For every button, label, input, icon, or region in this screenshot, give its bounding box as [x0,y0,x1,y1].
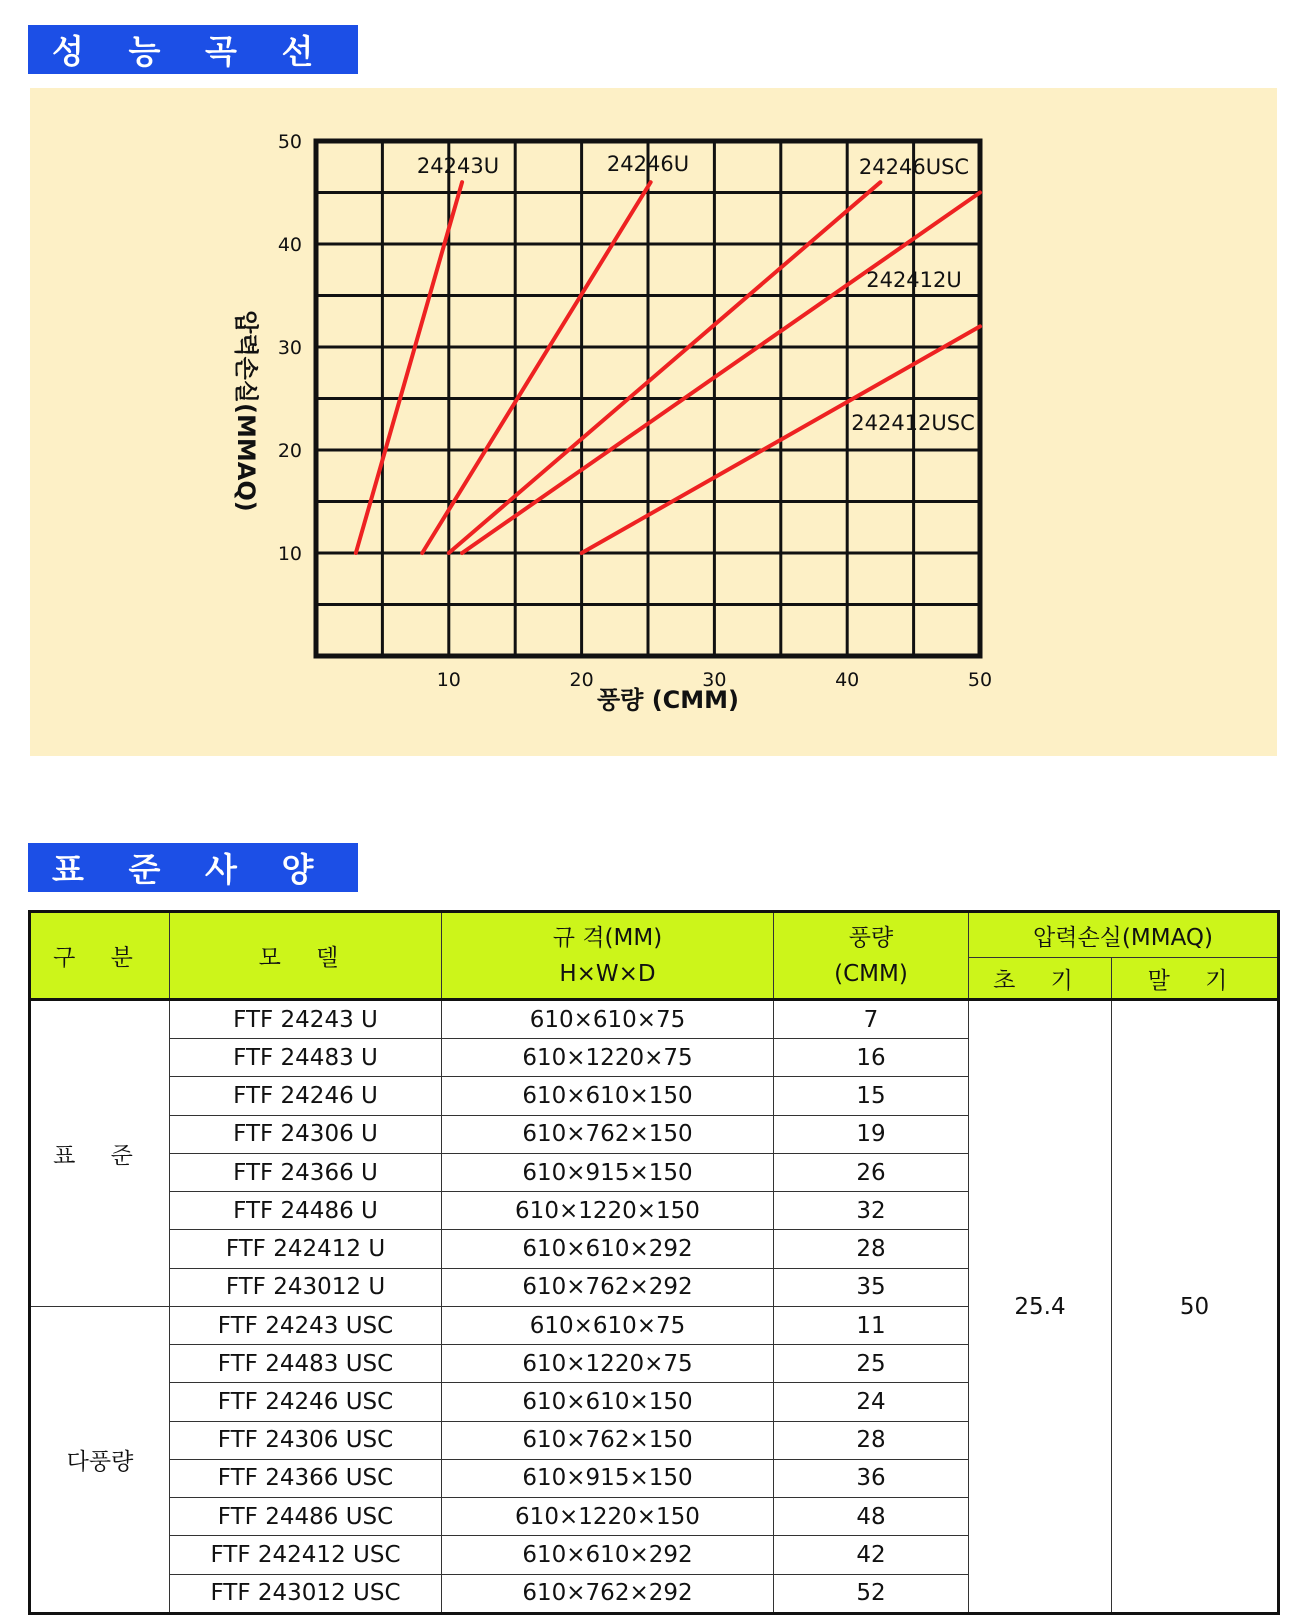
flow-cell: 26 [774,1153,969,1191]
header-char: 양 [281,850,314,889]
x-tick-label: 30 [702,669,727,691]
series-label: 24246USC [858,155,970,179]
header-char: 사 [205,850,237,889]
y-tick-label: 30 [277,337,302,359]
flow-cell: 28 [774,1421,969,1459]
performance-chart-panel [30,88,1277,756]
size-cell: 610×762×292 [442,1268,774,1306]
spec-table-body [30,1000,1279,1614]
flow-cell: 42 [774,1536,969,1574]
model-cell: FTF 242412 USC [170,1536,442,1574]
series-label: 24246U [606,152,690,176]
header-size [442,912,774,1000]
size-cell: 610×762×150 [442,1421,774,1459]
model-cell: FTF 24306 U [170,1115,442,1153]
header-initial: 초 기 [969,958,1112,1000]
model-cell: FTF 24366 USC [170,1459,442,1497]
header-char: 선 [281,32,314,71]
model-cell: FTF 24246 U [170,1077,442,1115]
x-tick-label: 50 [967,669,993,691]
header-category: 구 분 [30,912,170,1000]
model-cell: FTF 24243 U [170,1000,442,1039]
header-pressure-loss: 압력손실(MMAQ) [969,912,1279,958]
flow-cell: 32 [774,1192,969,1230]
x-tick-label: 10 [436,669,461,691]
size-cell: 610×1220×150 [442,1192,774,1230]
series-label: 24243U [416,154,500,178]
header-size-bottom: H×W×D [559,960,656,987]
size-cell: 610×1220×75 [442,1039,774,1077]
flow-cell: 11 [774,1306,969,1344]
header-char: 곡 [205,32,237,71]
size-cell: 610×610×75 [442,1000,774,1039]
flow-cell: 19 [774,1115,969,1153]
size-cell: 610×915×150 [442,1153,774,1191]
flow-cell: 35 [774,1268,969,1306]
size-cell: 610×610×150 [442,1383,774,1421]
model-cell: FTF 24306 USC [170,1421,442,1459]
size-cell: 610×762×150 [442,1115,774,1153]
flow-cell: 24 [774,1383,969,1421]
initial-pressure-cell: 25.4 [969,1000,1112,1614]
x-tick-label: 40 [835,669,860,691]
size-cell: 610×610×292 [442,1230,774,1268]
flow-cell: 28 [774,1230,969,1268]
model-cell: FTF 24246 USC [170,1383,442,1421]
y-tick-label: 10 [277,543,302,565]
header-model: 모 델 [170,912,442,1000]
flow-cell: 25 [774,1345,969,1383]
flow-cell: 7 [774,1000,969,1039]
series-label: 242412U [866,268,962,292]
spec-table [28,910,1280,1615]
x-tick-label: 20 [569,669,594,691]
model-cell: FTF 242412 U [170,1230,442,1268]
size-cell: 610×915×150 [442,1459,774,1497]
model-cell: FTF 243012 U [170,1268,442,1306]
flow-cell: 48 [774,1498,969,1536]
series-line [449,182,881,553]
model-cell: FTF 243012 USC [170,1574,442,1613]
size-cell: 610×762×292 [442,1574,774,1613]
model-cell: FTF 24366 U [170,1153,442,1191]
model-cell: FTF 24483 U [170,1039,442,1077]
header-char: 성 [52,32,84,71]
final-pressure-cell: 50 [1112,1000,1279,1614]
size-cell: 610×610×75 [442,1306,774,1344]
y-tick-label: 50 [277,131,302,153]
model-cell: FTF 24486 U [170,1192,442,1230]
header-flow-top: 풍량 [848,924,894,951]
standard-spec-header [28,843,358,892]
model-cell: FTF 24483 USC [170,1345,442,1383]
flow-cell: 16 [774,1039,969,1077]
header-char: 능 [128,32,161,71]
size-cell: 610×610×292 [442,1536,774,1574]
size-cell: 610×610×150 [442,1077,774,1115]
series-label: 242412USC [851,411,975,435]
size-cell: 610×1220×150 [442,1498,774,1536]
flow-cell: 52 [774,1574,969,1613]
series-line [422,182,650,553]
table-row [30,1000,1279,1039]
x-axis-label: 풍량 (CMM) [596,686,740,714]
performance-chart [30,88,1277,756]
header-flow-bottom: (CMM) [834,960,908,987]
y-tick-label: 40 [277,234,302,256]
header-char: 준 [128,850,161,889]
model-cell: FTF 24243 USC [170,1306,442,1344]
model-cell: FTF 24486 USC [170,1498,442,1536]
flow-cell: 15 [774,1077,969,1115]
header-flow [774,912,969,1000]
header-char: 표 [52,850,84,889]
size-cell: 610×1220×75 [442,1345,774,1383]
series-line [356,182,462,553]
y-axis-label: 압력손실(MMAQ) [232,310,260,512]
group-label-cell: 표 준 [30,1000,170,1307]
flow-cell: 36 [774,1459,969,1497]
group-label-cell: 다풍량 [30,1306,170,1613]
header-final: 말 기 [1112,958,1279,1000]
header-size-top: 규 격(MM) [552,924,663,951]
performance-curve-header [28,25,358,74]
y-tick-label: 20 [277,440,302,462]
